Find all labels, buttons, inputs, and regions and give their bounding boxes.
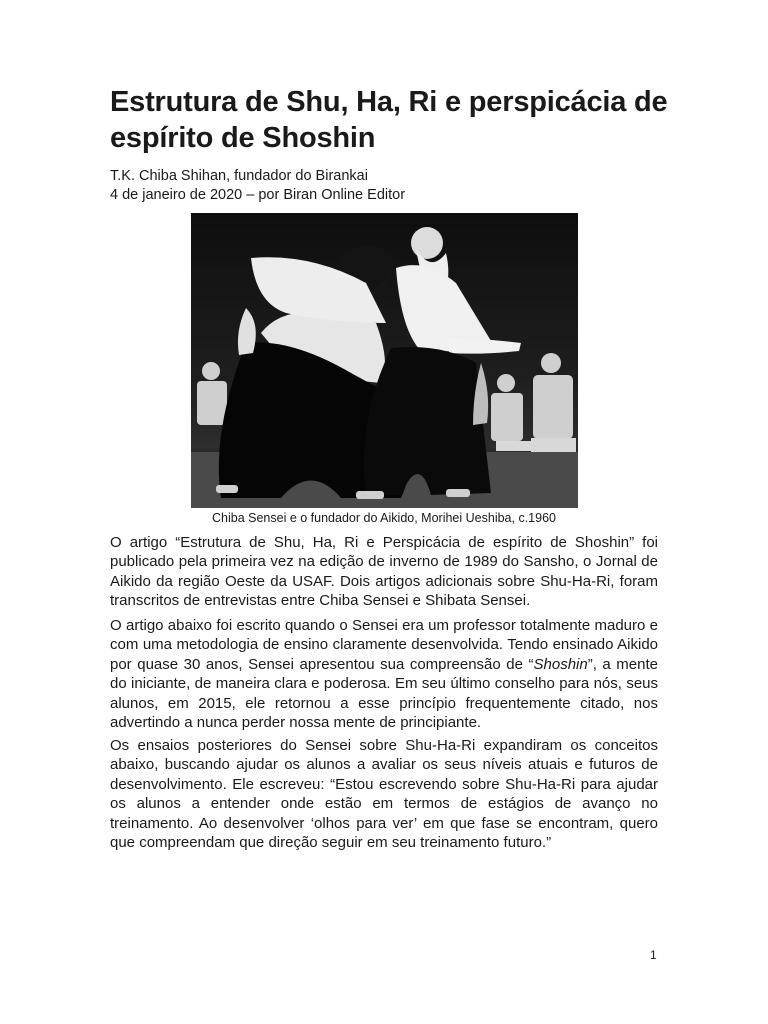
shoshin-emphasis: Shoshin <box>533 655 588 673</box>
page-number: 1 <box>650 948 657 962</box>
aikido-photo <box>191 213 578 508</box>
document-title: Estrutura de Shu, Ha, Ri e perspicácia de espírito de Shoshin <box>110 86 668 154</box>
photo-caption: Chiba Sensei e o fundador do Aikido, Morihei Ueshiba, c.1960 <box>212 511 556 525</box>
dateline: 4 de janeiro de 2020 – por Biran Online Editor <box>110 187 406 203</box>
paragraph-2-text-a: O artigo abaixo foi escrito quando o Sensei era um professor totalmente maduro e com uma metodologia de ensino claramente desenvolvida. Tendo ensinado Aikido por quase 30 anos, Sensei apresentou sua compreensão de “ <box>110 617 658 673</box>
byline: T.K. Chiba Shihan, fundador do Birankai <box>110 168 368 184</box>
paragraph-2 <box>110 616 658 732</box>
paragraph-1: O artigo “Estrutura de Shu, Ha, Ri e Perspicácia de espírito de Shoshin” foi publicado pela primeira vez na edição de inverno de 1989 do Sansho, o Jornal de Aikido da região Oeste da USAF. Dois artigos adicionais sobre Shu-Ha-Ri, foram transcritos de entrevistas entre Chiba Sensei e Shibata Sensei. <box>110 534 658 610</box>
paragraph-2-text-b: ”, a mente do iniciante, de maneira clara e poderosa. Em seu último conselho para nós, seus alunos, em 2015, ele retornou a esse princípio frequentemente citado, nos advertindo a nunca perder nossa mente de principiante. <box>110 655 659 732</box>
paragraph-3: Os ensaios posteriores do Sensei sobre Shu-Ha-Ri expandiram os conceitos abaixo, buscando ajudar os alunos a avaliar os seus níveis atuais e futuros de desenvolvimento. Ele escreveu: “Estou escrevendo sobre Shu-Ha-Ri para ajudar os alunos a entender onde estão em termos de estágios de avanço no treinamento. Ao desenvolver ‘olhos para ver’ em que fase se encontram, quero que compreendam que direção seguir em seu treinamento futuro.” <box>110 737 658 852</box>
